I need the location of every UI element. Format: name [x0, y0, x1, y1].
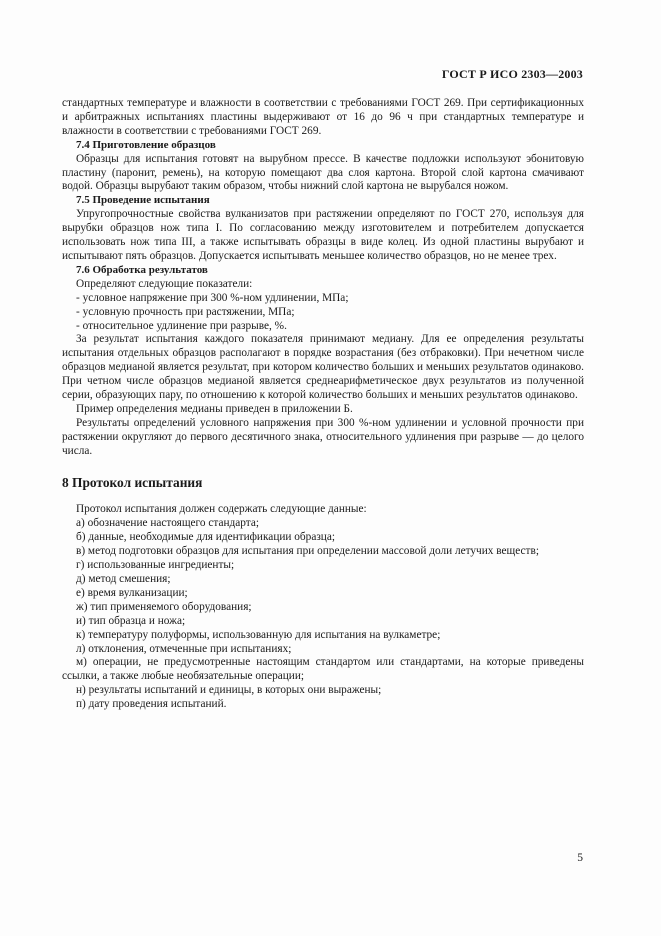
page-content: [62, 97, 584, 712]
list-item: н) результаты испытаний и единицы, в которых они выражены;: [76, 684, 382, 697]
rounding-paragraph: Результаты определений условного напряжения при 300 %-ном удлинении и условной прочности при растяжении округляют до первого десятичного знака, относительного удлинения при разрыве — до целого числа.: [62, 416, 584, 457]
section-7-6-lead: Определяют следующие показатели:: [76, 277, 253, 290]
document-code-header: ГОСТ Р ИСО 2303—2003: [441, 67, 583, 81]
list-item: г) использованные ингредиенты;: [76, 559, 235, 572]
intro-paragraph: стандартных температуре и влажности в соответствии с требованиями ГОСТ 269. При сертификационных и арбитражных испытаниях пластины выдерживают от 16 до 96 ч при стандартных температуре и влажности в соответствии с требованиями ГОСТ 269.: [62, 97, 584, 137]
list-item: - условную прочность при растяжении, МПа;: [76, 305, 295, 318]
median-paragraph: За результат испытания каждого показателя принимают медиану. Для ее определения результаты испытания отдельных образцов располагают в порядке возрастания (без отбраковки). При нечетном числе образцов медианой является результат, при котором количество больших и меньших результатов одинаково. При четном числе образцов медианой является среднеарифметическое двух результатов из полученной серии, образующих пару, по отношению к которой количество больших и меньших результатов одинаково.: [62, 333, 584, 402]
list-item: в) метод подготовки образцов для испытания при определении массовой доли летучих веществ;: [76, 545, 539, 558]
list-item: л) отклонения, отмеченные при испытаниях;: [76, 642, 292, 655]
list-item: а) обозначение настоящего стандарта;: [76, 517, 260, 530]
list-item: - условное напряжение при 300 %-ном удлинении, МПа;: [76, 291, 349, 304]
page-number: 5: [577, 852, 583, 864]
list-item: п) дату проведения испытаний.: [76, 698, 227, 711]
section-7-5-text: Упругопрочностные свойства вулканизатов при растяжении определяют по ГОСТ 270, используя для вырубки образцов нож типа I. По согласованию между изготовителем и потребителем допускается использовать нож типа III, а также испытывать образцы в виде колец. Из одной пластины вырубают и испытывают пять образцов. Допускается испытывать меньшее количество образцов, но не менее трех.: [62, 208, 584, 262]
list-item: и) тип образца и ножа;: [76, 614, 186, 627]
section-7-4-text: Образцы для испытания готовят на вырубном прессе. В качестве подложки используют эбонитовую пластину (паронит, ремень), на которую помещают два слоя картона. Второй слой картона смачивают водой. Образцы вырубают таким образом, чтобы нижний слой картона не вырубался ножом.: [62, 152, 584, 193]
list-item: б) данные, необходимые для идентификации образца;: [76, 531, 335, 544]
list-item: е) время вулканизации;: [76, 586, 188, 599]
list-item: д) метод смешения;: [76, 573, 171, 585]
section-8-lead: Протокол испытания должен содержать следующие данные:: [76, 503, 367, 516]
list-item: м) операции, не предусмотренные настоящим стандартом или стандартами, на которые приведены ссылки, а также любые необязательные операции;: [62, 656, 584, 683]
list-item: ж) тип применяемого оборудования;: [76, 600, 252, 613]
list-item: - относительное удлинение при разрыве, %.: [76, 319, 287, 332]
list-item: к) температуру полуформы, использованную для испытания на вулкаметре;: [76, 628, 441, 641]
section-7-5-heading: 7.5 Проведение испытания: [76, 194, 210, 207]
median-example-paragraph: Пример определения медианы приведен в приложении Б.: [76, 402, 353, 415]
section-7-6-heading: 7.6 Обработка результатов: [76, 263, 208, 276]
section-8-heading: 8 Протокол испытания: [62, 474, 203, 490]
section-7-4-heading: 7.4 Приготовление образцов: [76, 138, 216, 151]
